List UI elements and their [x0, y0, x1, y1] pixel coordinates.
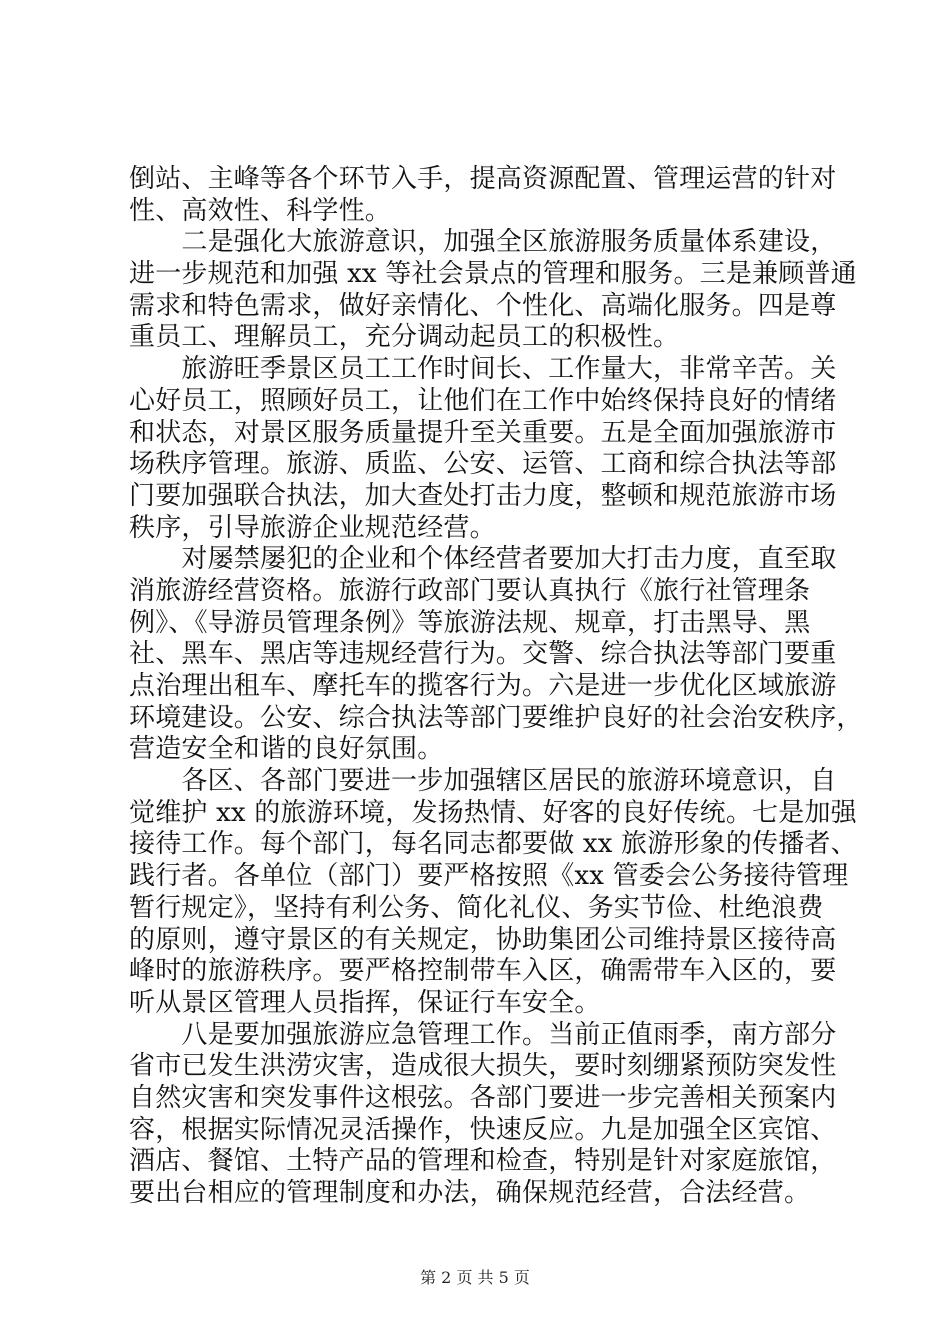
- text-line: 场秩序管理。旅游、质监、公安、运管、工商和综合执法等部: [129, 449, 837, 480]
- text-line: 践行者。各单位（部门）要严格按照《xx 管委会公务接待管理: [129, 861, 849, 892]
- text-line: 需求和特色需求，做好亲情化、个性化、高端化服务。四是尊: [129, 290, 837, 321]
- text-line: 对屡禁屡犯的企业和个体经营者要加大打击力度，直至取: [129, 544, 837, 575]
- text-line: 省市已发生洪涝灾害，造成很大损失，要时刻绷紧预防突发性: [129, 1051, 837, 1082]
- text-line: 性、高效性、科学性。: [129, 195, 392, 226]
- text-line: 容，根据实际情况灵活操作，快速反应。九是加强全区宾馆、: [129, 1114, 837, 1145]
- text-line: 听从景区管理人员指挥，保证行车安全。: [129, 987, 601, 1018]
- text-line: 营造安全和谐的良好氛围。: [129, 734, 444, 765]
- text-line: 要出台相应的管理制度和办法，确保规范经营，合法经营。: [129, 1178, 811, 1208]
- text-line: 社、黑车、黑店等违规经营行为。交警、综合执法等部门要重: [129, 639, 837, 670]
- text-line: 秩序，引导旅游企业规范经营。: [129, 512, 496, 543]
- text-line: 峰时的旅游秩序。要严格控制带车入区，确需带车入区的，要: [129, 956, 837, 987]
- text-line: 门要加强联合执法，加大查处打击力度，整顿和规范旅游市场: [129, 480, 837, 511]
- text-line: 点治理出租车、摩托车的揽客行为。六是进一步优化区域旅游: [129, 671, 837, 701]
- text-line: 进一步规范和加强 xx 等社会景点的管理和服务。三是兼顾普通: [129, 259, 857, 290]
- text-line: 例》、《导游员管理条例》等旅游法规、规章，打击黑导、黑: [129, 607, 811, 638]
- text-line: 接待工作。每个部门，每名同志都要做 xx 旅游形象的传播者、: [129, 829, 857, 860]
- text-line: 重员工、理解员工，充分调动起员工的积极性。: [129, 322, 680, 353]
- text-line: 觉维护 xx 的旅游环境，发扬热情、好客的良好传统。七是加强: [129, 797, 857, 828]
- text-line: 各区、各部门要进一步加强辖区居民的旅游环境意识，自: [129, 766, 837, 797]
- text-line: 自然灾害和突发事件这根弦。各部门要进一步完善相关预案内: [129, 1082, 837, 1113]
- text-line: 心好员工，照顾好员工，让他们在工作中始终保持良好的情绪: [129, 385, 837, 416]
- text-line: 和状态，对景区服务质量提升至关重要。五是全面加强旅游市: [129, 417, 837, 448]
- text-line: 消旅游经营资格。旅游行政部门要认真执行《旅行社管理条: [129, 575, 811, 606]
- text-line: 的原则，遵守景区的有关规定，协助集团公司维持景区接待高: [129, 924, 837, 955]
- text-line: 八是要加强旅游应急管理工作。当前正值雨季，南方部分: [129, 1019, 837, 1050]
- text-line: 酒店、餐馆、土特产品的管理和检查，特别是针对家庭旅馆，: [129, 1146, 837, 1177]
- text-line: 旅游旺季景区员工工作时间长、工作量大，非常辛苦。关: [129, 354, 837, 385]
- text-line: 二是强化大旅游意识，加强全区旅游服务质量体系建设，: [129, 227, 837, 258]
- text-line: 倒站、主峰等各个环节入手，提高资源配置、管理运营的针对: [129, 164, 837, 194]
- document-body: [129, 164, 863, 1210]
- text-line: 暂行规定》，坚持有利公务、简化礼仪、务实节俭、杜绝浪费: [129, 892, 824, 923]
- text-line: 环境建设。公安、综合执法等部门要维护良好的社会治安秩序，: [129, 702, 863, 733]
- page-number-footer: 第 2 页 共 5 页: [420, 1268, 530, 1287]
